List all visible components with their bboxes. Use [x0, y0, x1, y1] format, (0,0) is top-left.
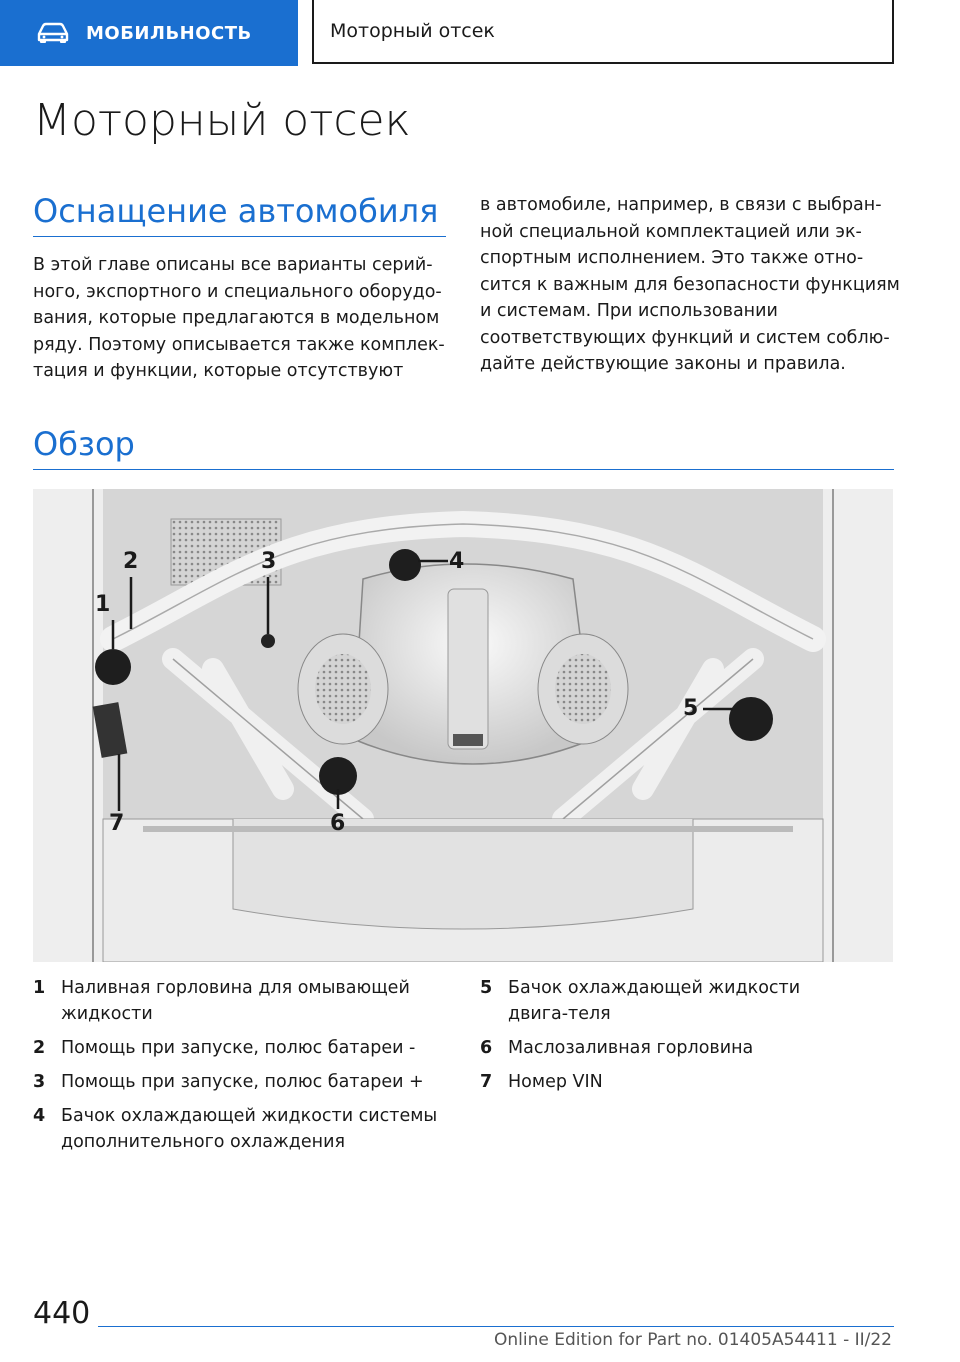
section-title-equipment: Оснащение автомобиля	[33, 192, 439, 230]
car-icon	[36, 22, 70, 44]
equipment-text-col1: В этой главе описаны все варианты серий-ного, экспортного и специального оборудо-вания, которые предлагаются в модельном ряду. Поэтому описывается также комплек-тация и функции, которые отсутствуют	[33, 255, 445, 381]
footer-rule	[98, 1326, 894, 1327]
section-rule	[33, 236, 446, 237]
edition-note: Online Edition for Part no. 01405A54411 - II/22	[493, 1330, 892, 1350]
legend-text: Помощь при запуске, полюс батареи -	[61, 1038, 416, 1058]
legend-number: 1	[33, 978, 46, 998]
legend-number: 7	[480, 1072, 493, 1092]
callout-label: 7	[109, 811, 125, 836]
callout-label: 3	[261, 549, 277, 574]
legend-text: Наливная горловина для омывающей жидкости	[61, 978, 410, 1024]
callout-label: 1	[95, 592, 111, 617]
list-item	[480, 975, 860, 1027]
current-topic-label: Моторный отсек	[330, 20, 495, 42]
legend-left	[33, 975, 443, 1163]
list-item	[33, 975, 443, 1027]
legend-text: Помощь при запуске, полюс батареи +	[61, 1072, 424, 1092]
list-item	[480, 1035, 860, 1061]
legend-number: 5	[480, 978, 493, 998]
list-item	[33, 1035, 443, 1061]
callout-label: 4	[449, 549, 465, 574]
page-title: Моторный отсек	[33, 95, 411, 146]
list-item	[480, 1069, 860, 1095]
legend-number: 4	[33, 1106, 46, 1126]
section-tab-mobility[interactable]	[0, 0, 298, 66]
callout-label: 5	[683, 696, 699, 721]
list-item	[33, 1103, 443, 1155]
section-title-overview: Обзор	[33, 425, 135, 463]
page-number: 440	[33, 1296, 91, 1331]
legend-number: 6	[480, 1038, 493, 1058]
callout-label: 2	[123, 549, 139, 574]
legend-number: 3	[33, 1072, 46, 1092]
legend-text: Маслозаливная горловина	[508, 1038, 754, 1058]
callout-label: 6	[330, 811, 346, 836]
current-topic-tab[interactable]	[312, 0, 894, 64]
legend-number: 2	[33, 1038, 46, 1058]
legend-text: Бачок охлаждающей жидкости двига-теля	[508, 978, 801, 1024]
legend-text: Бачок охлаждающей жидкости системы дополнительного охлаждения	[61, 1106, 438, 1152]
section-tab-label: МОБИЛЬНОСТЬ	[86, 22, 252, 44]
legend-text: Номер VIN	[508, 1072, 603, 1092]
engine-bay-illustration	[33, 489, 893, 962]
list-item	[33, 1069, 443, 1095]
section-rule	[33, 469, 894, 470]
legend-right	[480, 975, 860, 1103]
equipment-text-col2: в автомобиле, например, в связи с выбран-ной специальной комплектацией или эк-спортным исполнением. Это также отно-сится к важным для безопасности функциям и системам. При использовании соответствующих функций и систем соблю-дайте действующие законы и правила.	[480, 195, 900, 374]
